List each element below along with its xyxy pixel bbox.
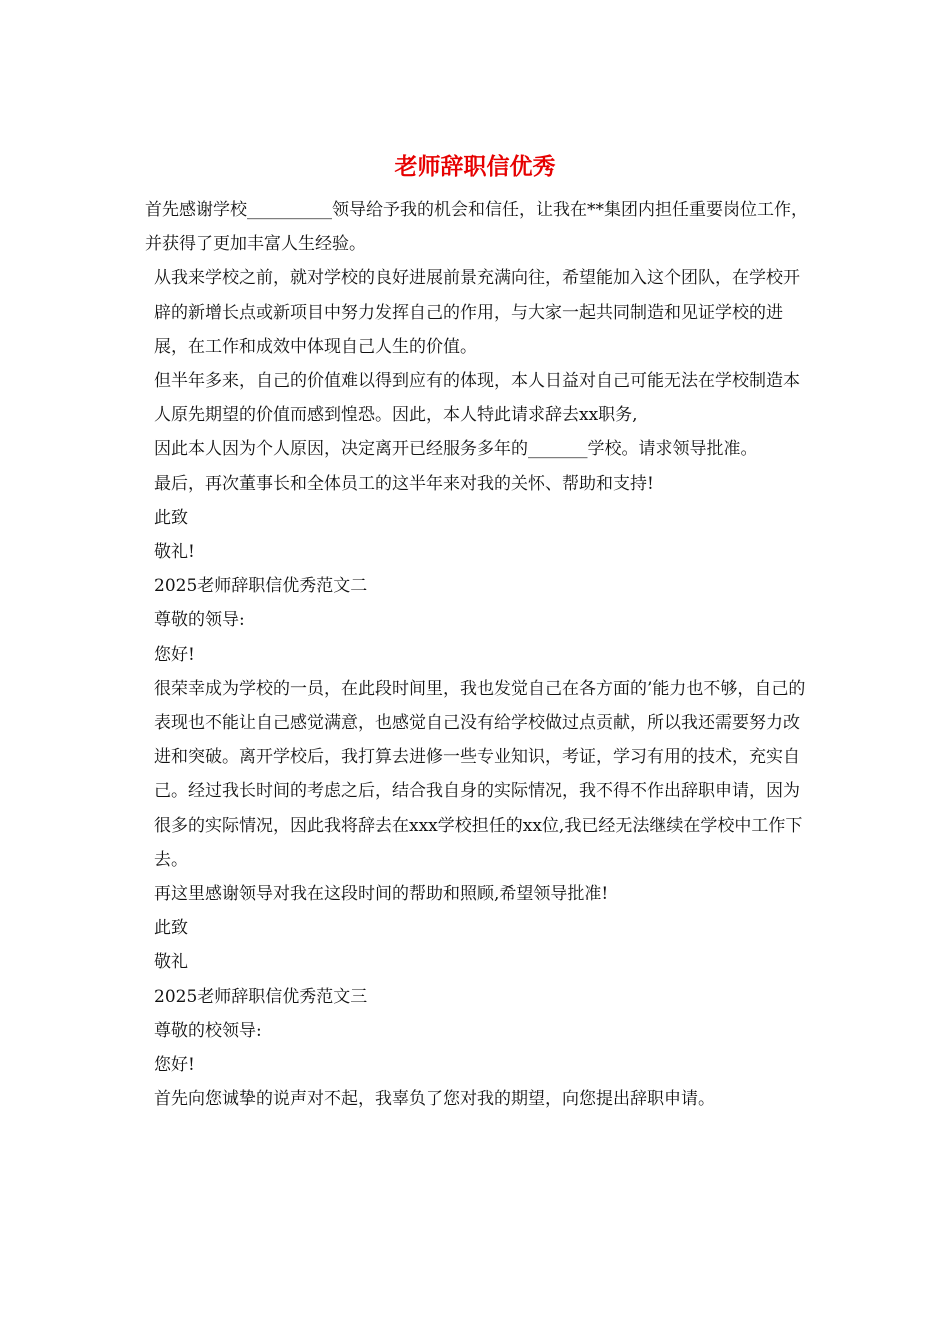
closing-line: 此致 [154,507,188,528]
document-body [145,193,810,1116]
section-heading: 2025老师辞职信优秀范文二 [154,576,368,597]
greeting: 您好! [154,1055,195,1076]
closing-line: 此致 [154,918,188,939]
document-title: 老师辞职信优秀 [394,153,556,180]
paragraph: 但半年多来，自己的价值难以得到应有的体现，本人日益对自己可能无法在学校制造本人原先期望的价值而感到惶恐。因此，本人特此请求辞去xx职务, [154,371,800,426]
paragraph: 首先感谢学校__________领导给予我的机会和信任，让我在**集团内担任重要岗位工作，并获得了更加丰富人生经验。 [145,200,808,255]
paragraph: 再这里感谢领导对我在这段时间的帮助和照顾,希望领导批准! [154,884,609,905]
salutation: 尊敬的领导: [154,610,245,631]
paragraph: 很荣幸成为学校的一员，在此段时间里，我也发觉自己在各方面的’能力也不够，自己的表现也不能让自己感觉满意，也感觉自己没有给学校做过点贡献，所以我还需要努力改进和突破。离开学校后，我打算去进修一些专业知识，考证，学习有用的技术，充实自己。经过我长时间的考虑之后，结合我自身的实际情况，我不得不作出辞职申请，因为很多的实际情况，因此我将辞去在xxx学校担任的xx位,我已经无法继续在学校中工作下去。 [154,678,806,870]
paragraph: 最后，再次董事长和全体员工的这半年来对我的关怀、帮助和支持! [154,473,654,494]
paragraph: 首先向您诚挚的说声对不起，我辜负了您对我的期望，向您提出辞职申请。 [154,1089,715,1110]
salutation: 尊敬的校领导: [154,1020,262,1041]
closing-line: 敬礼! [154,542,195,563]
paragraph: 从我来学校之前，就对学校的良好进展前景充满向往，希望能加入这个团队，在学校开辟的新增长点或新项目中努力发挥自己的作用，与大家一起共同制造和见证学校的进展，在工作和成效中体现自己人生的价值。 [154,268,800,357]
section-heading: 2025老师辞职信优秀范文三 [154,986,368,1007]
closing-line: 敬礼 [154,952,188,973]
greeting: 您好! [154,644,195,665]
paragraph: 因此本人因为个人原因，决定离开已经服务多年的_______学校。请求领导批准。 [154,439,758,460]
